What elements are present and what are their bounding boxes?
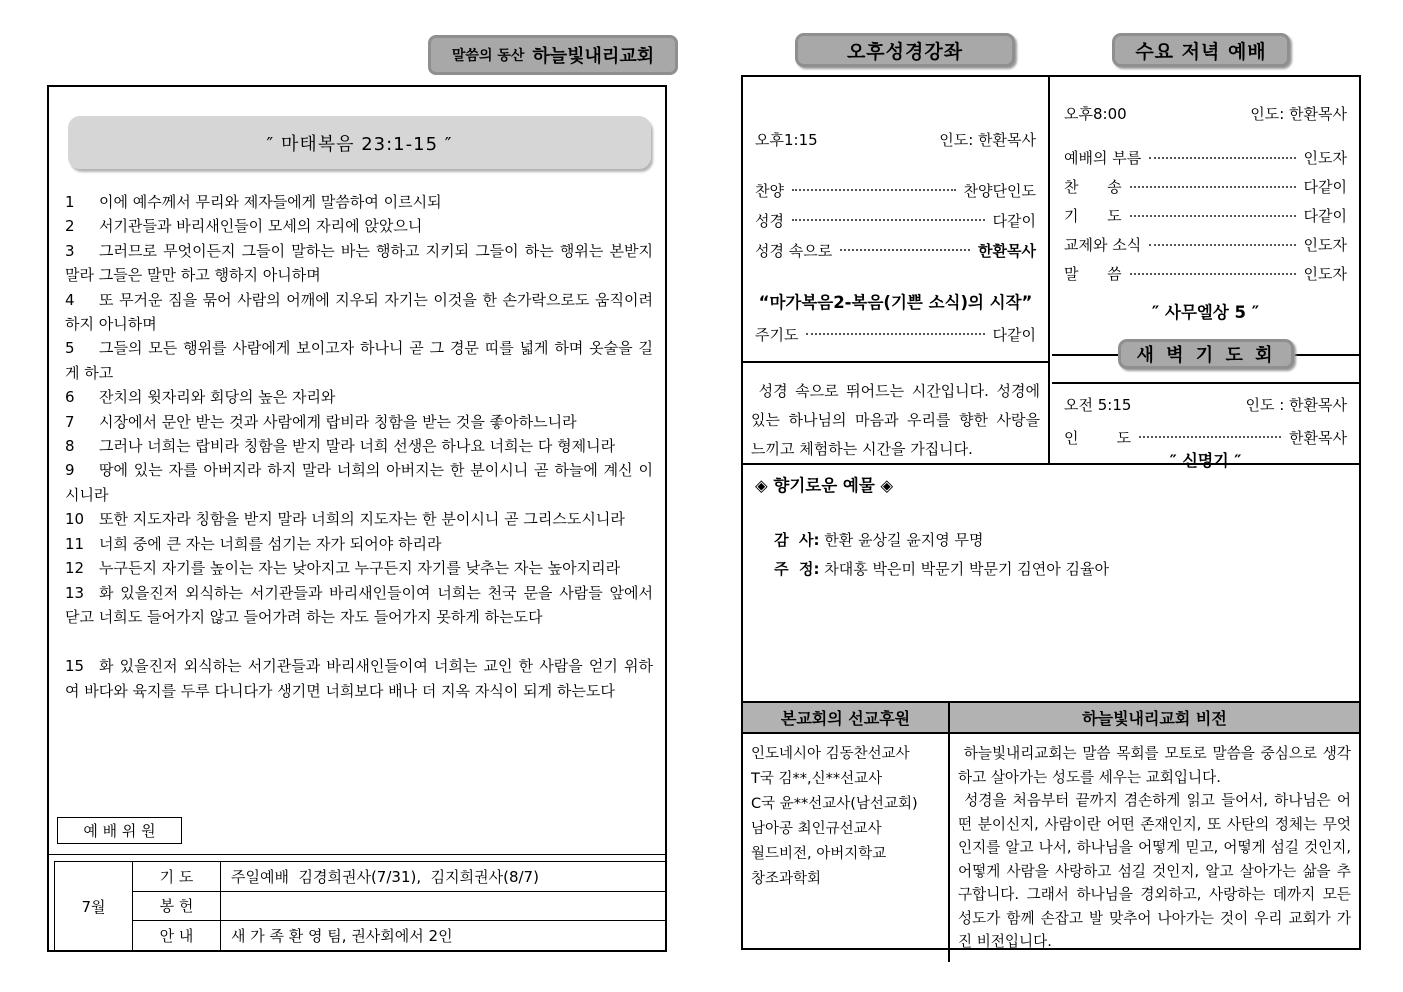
mission-item: 창조과학회 <box>751 871 822 887</box>
worship-committee-label: 예 배 위 원 <box>57 817 182 844</box>
dotted-leader <box>1139 436 1281 438</box>
order-item: 교제와 소식 인도자 <box>1064 236 1347 254</box>
mission-item: 월드비전, 아버지학교 <box>751 846 887 862</box>
role-cell: 안 내 <box>133 921 221 951</box>
service-leader: 인도: 한환목사 <box>1250 105 1347 123</box>
scripture-passage-title: ″ 마태복음 23:1-15 ″ <box>68 116 651 169</box>
order-item: 찬 송 다같이 <box>1064 178 1347 196</box>
verse: 4 또 무거운 짐을 묶어 사람의 어깨에 지우되 자기는 이것을 한 손가락으로도 움직이려 하지 아니하며 <box>65 290 653 334</box>
time-leader-row <box>743 129 1048 150</box>
service-leader: 인도 : 한환목사 <box>1245 396 1347 414</box>
divider-line <box>1052 382 1359 384</box>
dawn-prayer-section <box>1052 345 1359 470</box>
tab-subtitle: 말씀의 동산 <box>451 48 525 64</box>
verse: 6 잔치의 윗자리와 회당의 높은 자리와 <box>65 388 336 407</box>
verse: 2 서기관들과 바리새인들이 모세의 자리에 앉았으니 <box>65 217 423 236</box>
order-item: 말 씀 인도자 <box>1064 265 1347 283</box>
role-cell: 봉 헌 <box>133 891 221 921</box>
dotted-leader <box>840 249 970 251</box>
worship-order-box <box>741 75 1361 470</box>
dotted-leader <box>792 189 956 191</box>
offerings-title: ◈ 향기로운 예물 ◈ <box>755 476 894 495</box>
vision-paragraph: 하늘빛내리교회는 말씀 목회를 모토로 말씀을 중심으로 생각하고 살아가는 성도를 세우는 교회입니다. <box>958 745 1351 786</box>
value-cell: 주일예배 김경희권사(7/31), 김지희권사(8/7) <box>221 862 666 892</box>
dawn-prayer-header: 새 벽 기 도 회 <box>1118 339 1294 369</box>
service-leader: 인도: 한환목사 <box>939 131 1036 149</box>
vision-text <box>950 734 1359 962</box>
mission-item: 인도네시아 김동찬선교사 <box>751 746 910 762</box>
wednesday-worship-column <box>1052 77 1359 470</box>
order-item: 기 도 다같이 <box>1064 207 1347 225</box>
missions-header: 본교회의 선교후원 <box>743 703 950 734</box>
order-item: 성경 다같이 <box>755 211 1036 230</box>
verse: 3 그러므로 무엇이든지 그들이 말하는 바는 행하고 지키되 그들이 하는 행위는 본받지 말라 그들은 말만 하고 행하지 아니하며 <box>65 241 653 285</box>
offering-row: 주 정: 차대홍 박은미 박문기 박문기 김연아 김율아 <box>774 560 1109 578</box>
scripture-page <box>47 85 667 952</box>
service-time: 오후1:15 <box>755 131 818 149</box>
worship-committee-table <box>54 861 666 951</box>
order-items <box>1052 143 1359 288</box>
verse: 8 그러나 너희는 랍비라 칭함을 받지 말라 너희 선생은 하나요 너희는 다 형제니라 <box>65 437 616 456</box>
dotted-leader <box>1149 244 1295 246</box>
value-cell: 새 가 족 환 영 팀, 권사회에서 2인 <box>221 921 666 951</box>
time-leader-row <box>1052 103 1359 124</box>
dotted-leader <box>806 333 984 335</box>
dotted-leader <box>1149 157 1295 159</box>
divider-line <box>743 361 1048 363</box>
scripture-verses <box>65 190 653 703</box>
sermon-title: “마가복음2-복음(기쁜 소식)의 시작” <box>758 293 1033 312</box>
missions-vision-table <box>741 701 1361 950</box>
verse: 13 화 있을진저 외식하는 서기관들과 바리새인들이여 너희는 천국 문을 사람들 앞에서 닫고 너희도 들어가지 않고 들어가려 하는 자도 들어가지 못하게 하는도다 <box>65 583 653 626</box>
month-cell: 7월 <box>55 862 133 951</box>
role-cell: 기 도 <box>133 862 221 892</box>
mission-item: C국 윤**선교사(남선교회) <box>751 796 918 812</box>
order-item: 인 도 한환목사 <box>1064 428 1347 447</box>
dotted-leader <box>1130 215 1296 217</box>
missions-list <box>743 734 950 962</box>
dotted-leader <box>792 219 985 221</box>
offering-row: 감 사: 한환 윤상길 윤지영 무명 <box>774 531 984 549</box>
order-items <box>743 319 1048 349</box>
church-name: 하늘빛내리교회 <box>532 46 655 67</box>
dawn-scripture: ″ 신명기 ″ <box>1169 451 1242 470</box>
order-item: 찬양 찬양단인도 <box>755 181 1036 200</box>
verse: 11 너희 중에 큰 자는 너희를 섬기는 자가 되어야 하리라 <box>65 534 442 553</box>
dotted-leader <box>1130 186 1296 188</box>
church-name-tab <box>428 35 678 75</box>
table-row <box>55 862 666 892</box>
afternoon-lecture-column <box>743 77 1050 463</box>
afternoon-bible-lecture-header: 오후성경강좌 <box>795 33 1015 67</box>
table-row <box>55 891 666 921</box>
verse: 1 이에 예수께서 무리와 제자들에게 말씀하여 이르시되 <box>65 193 442 211</box>
order-item: 주기도 다같이 <box>755 325 1036 344</box>
service-time: 오후8:00 <box>1064 105 1127 123</box>
value-cell <box>221 891 666 921</box>
order-item: 예배의 부름 인도자 <box>1064 149 1347 167</box>
wednesday-evening-worship-header: 수요 저녁 예배 <box>1112 33 1290 67</box>
dotted-leader <box>1130 273 1296 275</box>
verse: 12 누구든지 자기를 높이는 자는 낮아지고 누구든지 자기를 낮추는 자는 높아지리라 <box>65 559 621 578</box>
mission-item: T국 김**,신**선교사 <box>751 771 883 787</box>
vision-paragraph: 성경을 처음부터 끝까지 겸손하게 읽고 들어서, 하나님은 어떤 분이신지, 사람이란 어떤 존재인지, 또 사탄의 정체는 무엇인지를 알고 나서, 하나님을 어떻게 믿고, 어떻게 섬길 것인지, 어떻게 사람을 사랑하고 섬길 것인지, 알고 살아가는 삶을 추구합니다. 그래서 하나님을 경외하고, 사랑하는 데까지 모든 성도가 함께 손잡고 발 맞추어 나아가는 것이 우리 교회가 가진 비전입니다. <box>958 792 1356 950</box>
order-items <box>743 175 1048 265</box>
verse: 15 화 있을진저 외식하는 서기관들과 바리새인들이여 너희는 교인 한 사람을 얻기 위하여 바다와 육지를 두루 다니다가 생기면 너희보다 배나 더 지옥 자식이 되게 하는도다 <box>65 657 653 700</box>
time-leader-row <box>1052 394 1359 415</box>
mission-item: 남아공 최인규선교사 <box>751 821 882 837</box>
lecture-description: 성경 속으로 뛰어드는 시간입니다. 성경에 있는 하나님의 마음과 우리를 향한 사랑을 느끼고 체험하는 시간을 가집니다. <box>751 382 1045 458</box>
verse: 5 그들의 모든 행위를 사람에게 보이고자 하나니 곧 그 경문 띠를 넓게 하며 옷술을 길게 하고 <box>65 339 653 382</box>
offerings-box <box>741 463 1361 703</box>
verse: 9 땅에 있는 자를 아버지라 하지 말라 너희의 아버지는 한 분이시니 곧 하늘에 계신 이시니라 <box>65 461 653 504</box>
service-time: 오전 5:15 <box>1064 396 1132 414</box>
vision-header: 하늘빛내리교회 비전 <box>950 703 1359 734</box>
verse: 7 시장에서 문안 받는 것과 사람에게 랍비라 칭함을 받는 것을 좋아하느니라 <box>65 412 577 431</box>
wednesday-scripture: ″ 사무엘상 5 ″ <box>1151 303 1260 322</box>
verse: 10 또한 지도자라 칭함을 받지 말라 너희의 지도자는 한 분이시니 곧 그리스도시니라 <box>65 510 625 529</box>
divider-line <box>49 854 665 855</box>
table-row <box>55 921 666 951</box>
order-item: 성경 속으로 한환목사 <box>755 241 1036 260</box>
